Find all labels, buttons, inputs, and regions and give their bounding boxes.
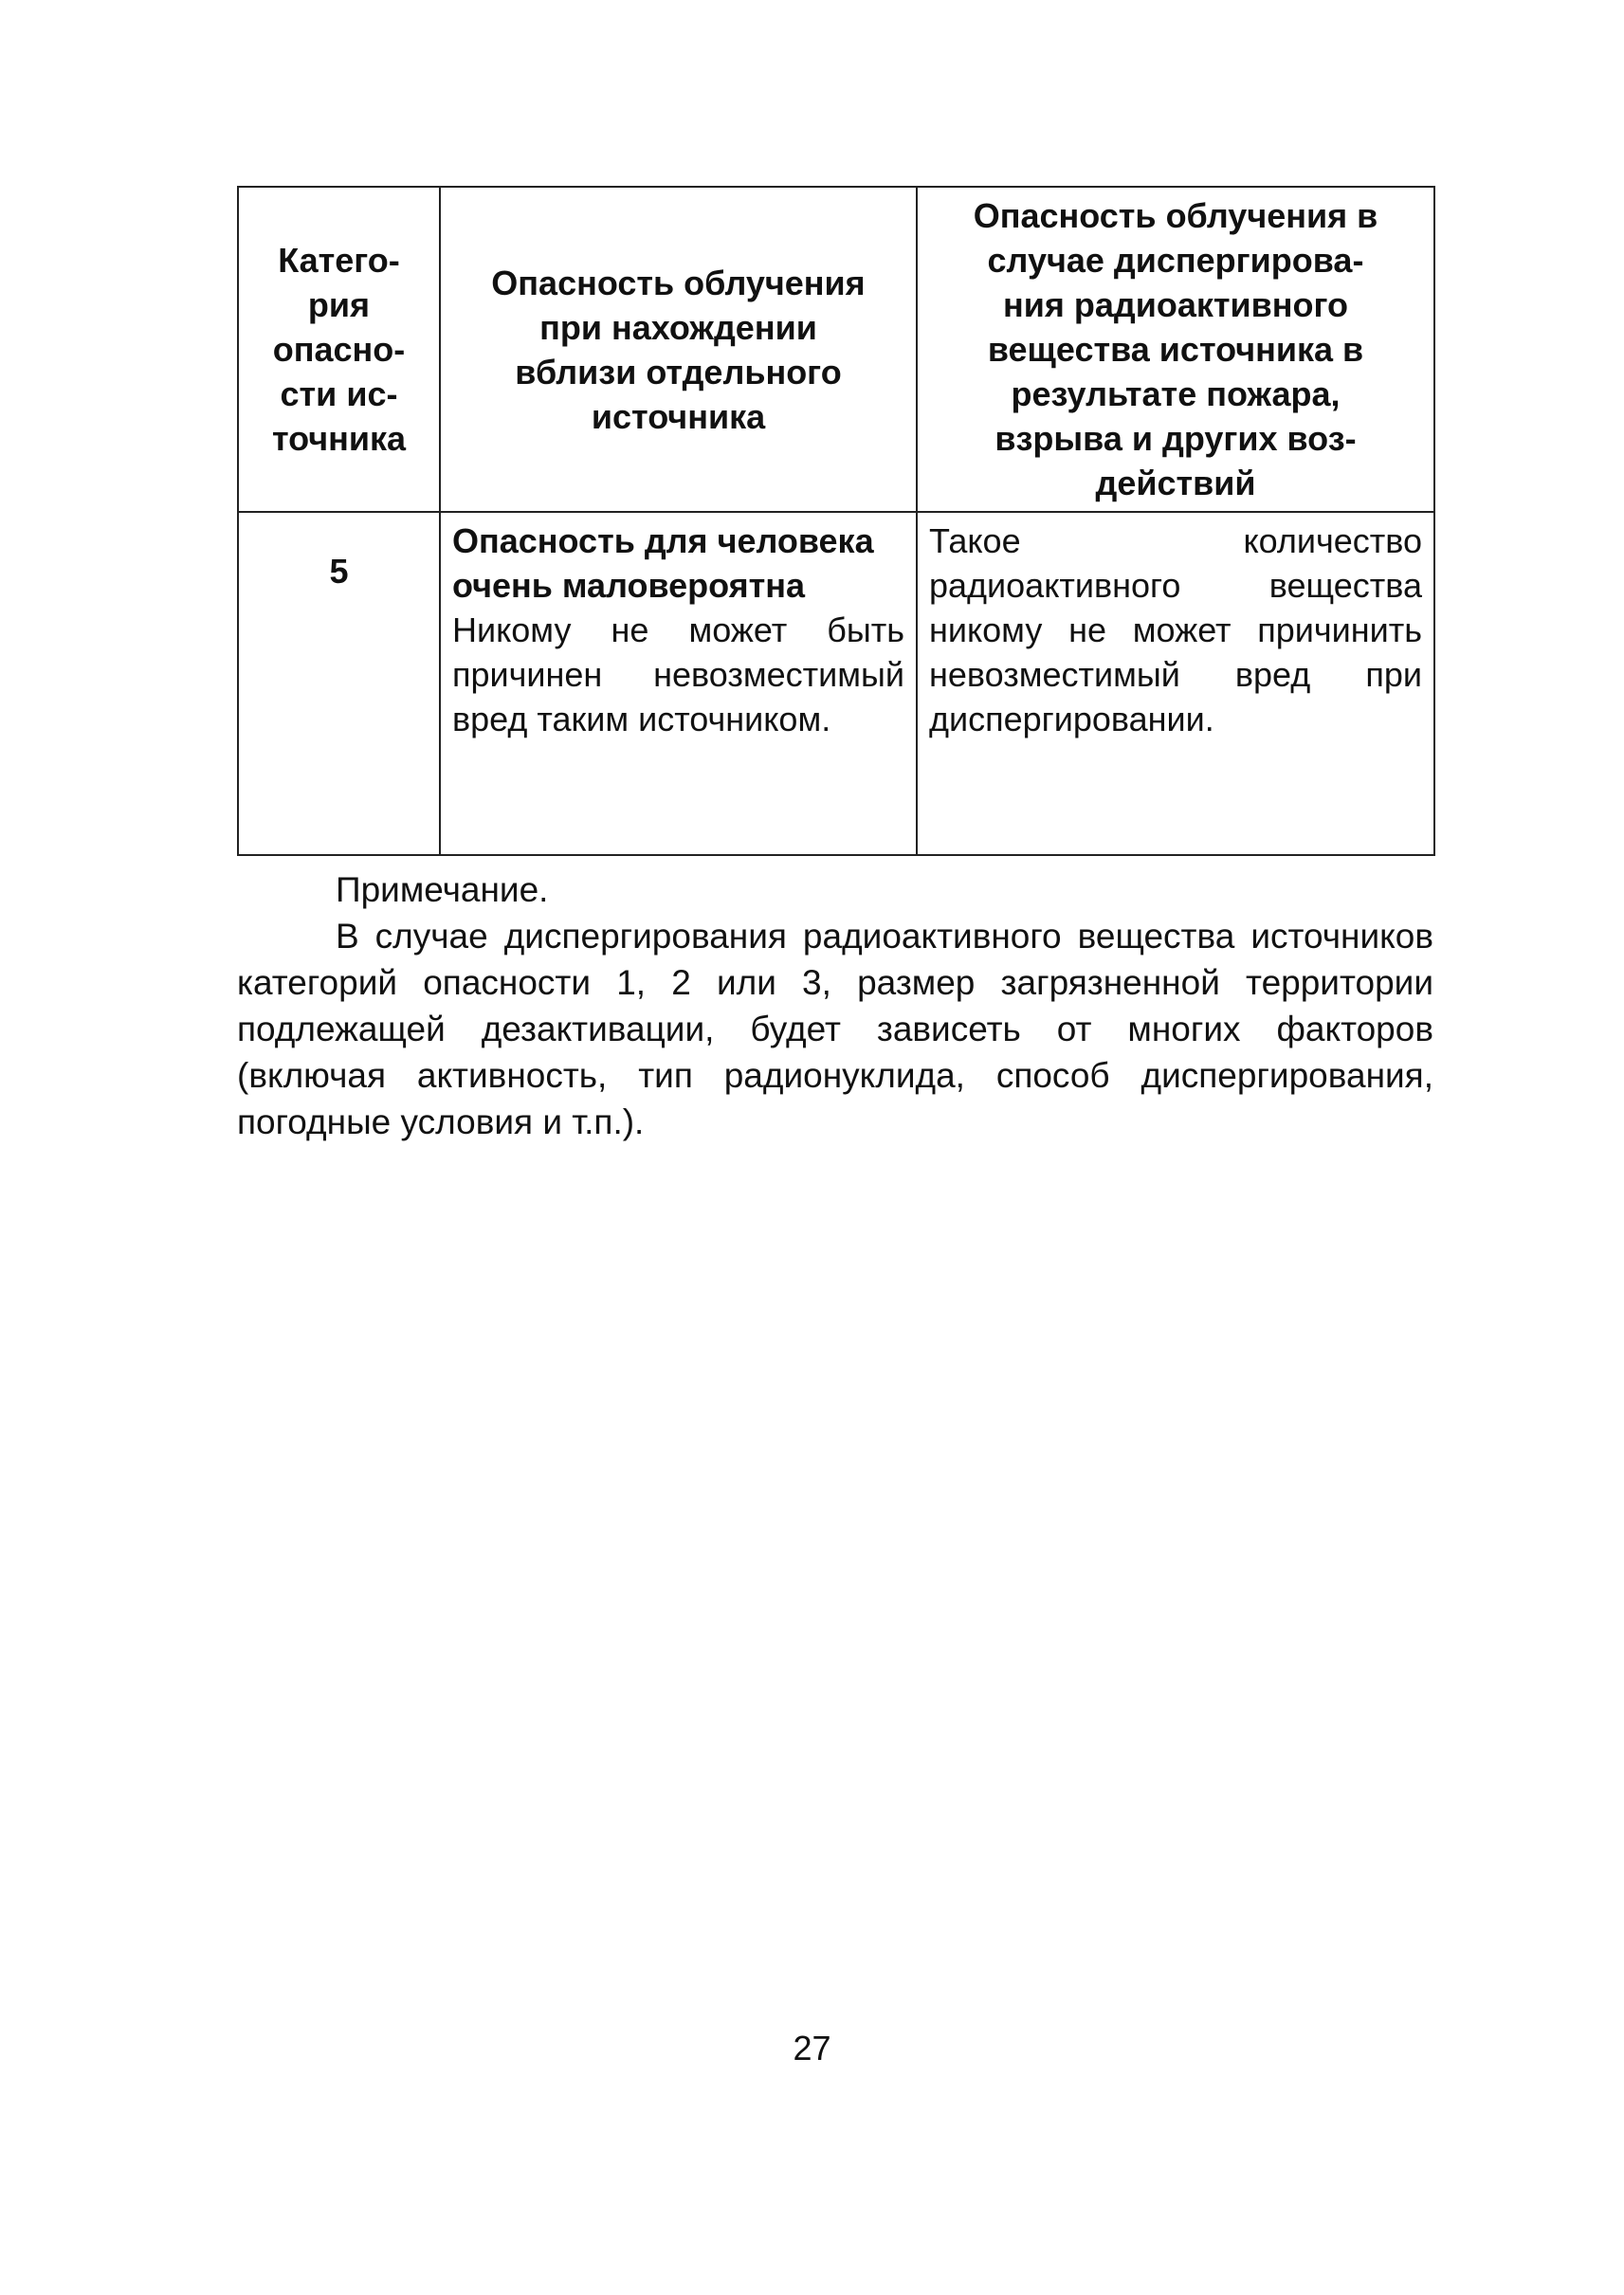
table-header-row: [238, 187, 1434, 512]
header-dispersal: [917, 187, 1434, 512]
note-body: В случае диспергирования радиоактивного вещества источников категорий опасности 1, 2 или 3, размер загрязненной территории подлежащей дезактивации, будет зависеть от многих факторов (включая активность, тип радионуклида, способ диспергирования, погодные условия и т.п.).: [237, 917, 1433, 1141]
near-source-description: Никому не может быть причинен невозместимый вред таким источником.: [452, 610, 904, 738]
header-near-source-line: Опасность облучения: [491, 263, 866, 302]
near-source-cell: [440, 512, 917, 855]
header-category-line: точника: [271, 419, 407, 458]
table-row: [238, 512, 1434, 855]
near-source-risk-summary: Опасность для человека очень маловероятна: [452, 521, 874, 605]
category-cell: 5: [238, 512, 440, 855]
header-category: [238, 187, 440, 512]
header-near-source-line: при нахождении: [539, 307, 817, 347]
header-dispersal-line: действий: [1095, 464, 1256, 502]
header-near-source-line: источника: [591, 396, 766, 436]
header-category-line: сти ис-: [280, 374, 398, 413]
hazard-category-table: [237, 186, 1435, 856]
note-title: Примечание.: [336, 870, 549, 909]
header-dispersal-line: ния радиоактивного: [1002, 285, 1349, 324]
header-dispersal-line: взрыва и других воз-: [994, 419, 1357, 458]
header-dispersal-line: результате пожара,: [1011, 374, 1341, 413]
dispersal-description: Такое количество радиоактивного вещества никому не может причинить невозместимый вред при диспергировании.: [929, 521, 1422, 738]
page-number: 27: [793, 2029, 831, 2067]
header-category-line: рия: [307, 285, 371, 324]
header-category-line: Катего-: [278, 241, 400, 280]
header-near-source: [440, 187, 917, 512]
header-dispersal-line: случае диспергирова-: [987, 241, 1364, 280]
dispersal-cell: [917, 512, 1434, 855]
header-category-line: опасно-: [272, 330, 406, 369]
header-dispersal-line: вещества источника в: [987, 330, 1364, 369]
header-dispersal-line: Опасность облучения в: [973, 196, 1378, 235]
header-near-source-line: вблизи отдельного: [515, 352, 842, 392]
note-section: [237, 866, 1433, 1145]
